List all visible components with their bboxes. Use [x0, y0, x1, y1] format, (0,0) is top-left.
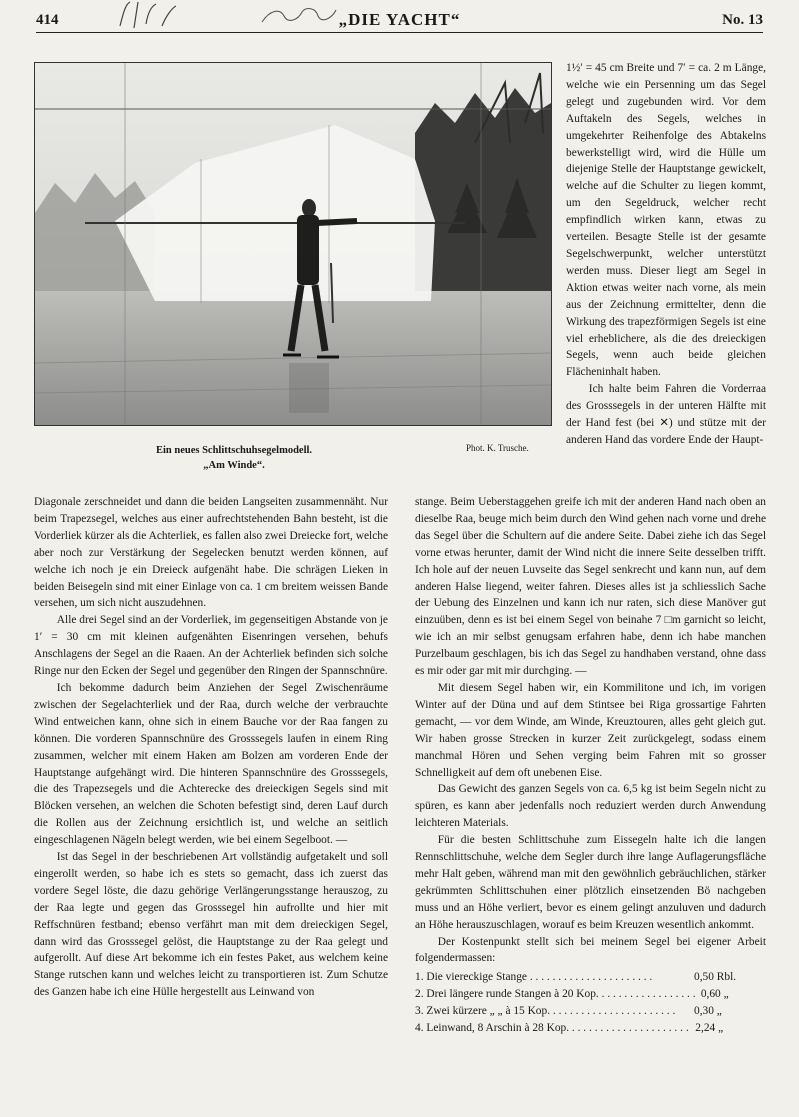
paragraph: stange. Beim Ueberstaggehen greife ich mit der anderen Hand nach oben an dieselbe Raa, beuge mich beim durch den Wind gehen nach vorne und drehe das Segel über die Schultern auf die andere Seite. Dabei ziehe ich das Segel vorne etwas herunter, damit der Wind nicht die innere Seite desselben trifft. Ich hole auf der neuen Luvseite das Segel senkrecht und kann nun, auf dem anderen Halse liegend, weiter fahren. Dieses alles ist ja schliesslich Sache der Uebung des Einzelnen und kann ich nur raten, sich diese Manöver gut einzuüben, denn es ist bei einem Segel von beinahe 7 □m garnicht so leicht, wie ich an mir selbst genugsam erfahren habe, denn ich habe manchen Purzelbaum geschlagen, bis ich das Segel zu handhaben verstand, ohne dass es mir oder gar mit mir durchging. — [415, 496, 766, 678]
journal-title: „DIE YACHT“ [338, 10, 461, 29]
caption-line-2: „Am Winde“. [203, 460, 265, 471]
page-number: 414 [36, 12, 59, 28]
ice-sailing-photo [35, 63, 551, 425]
cost-item: 1. Die viereckige Stange . . . [415, 969, 688, 986]
left-column [34, 494, 388, 1001]
cost-row [415, 969, 766, 986]
issue-number: No. 13 [722, 12, 763, 28]
cost-list [415, 969, 766, 1037]
cost-price: 2,24 „ [695, 1022, 724, 1035]
figure-caption [34, 443, 434, 473]
paragraph: 1½′ = 45 cm Breite und 7′ = ca. 2 m Länge, welche wie ein Persenning um das Segel gelegt und zugebunden wird. Vor dem Auftakeln des Segels, welches in umgekehrter Reihenfolge des Abtakelns bewerkstelligt wird, wird die Hülle um diejenige Stelle der Hauptstange gewickelt, welche auf die Schulter zu liegen kommt, um den Segeldruck, welcher recht empfindlich wirken kann, etwas zu verteilen. Besagte Stelle ist der gesamte Segelschwerpunkt, welcher unterstützt werden muss. Dieser liegt am Segel in Aktion etwas weiter nach vorne, als mein aus der Zeichnung ermittelter, denn die Wirkung des trapezförmigen Segels ist eine viel erheblichere, als die des dreieckigen Segels, wenn auch beide gleichen Flächeninhalt haben. [566, 62, 766, 379]
caption-line-1: Ein neues Schlittschuhsegelmodell. [155, 445, 313, 456]
right-column-bottom [415, 494, 766, 1037]
paragraph: Ich bekomme dadurch beim Anziehen der Segel Zwischenräume zwischen der Segelachterliek und der Raa, durch welche der verbrauchte Wind entweichen kann, ohne sich in einem Bauche vor der Raa fangen zu können. Die vorderen Spannschnüre des Grosssegels laufen in einem Ring zusammen, welcher mit einem Haken am Bolzen am vorderen Ende der Hauptstange aufgehängt wird. Die hinteren Spannschnüre des Grosssegels, die des Trapezsegels und die Achterecke des dreieckigen Segels sind mit Blöcken versehen, an welchen die Schoten befestigt sind, deren Lauf durch die Rollen aus der Zeichnung ersichtlich ist, und welche an seitlich eingeschlagenen Nägeln belegt werden, wie bei einem Segelboot. — [34, 681, 388, 847]
photo-credit: Phot. K. Trusche. [466, 443, 529, 453]
cost-item: 3. Zwei kürzere „ „ à 15 Kop. . . . [415, 1003, 688, 1020]
cost-price: 0,30 „ [694, 1005, 722, 1018]
paragraph: Der Kostenpunkt stellt sich bei meinem Segel bei eigener Arbeit folgendermassen: [415, 935, 766, 965]
paragraph: Diagonale zerschneidet und dann die beiden Langseiten zusammennäht. Nur beim Trapezsegel, welches aus einer aufrechtstehenden Bahn besteht, ist die Vorderliek kürzer als die Achterliek, es fallen also zwei Dreiecke fort, welche aber noch zur Verstärkung der Segelecken benutzt werden können, auf welche ich noch je ein Dreieck aufgenäht habe. Die schrägen Lieken in beiden Beisegeln sind mit einer Einlage von ca. 1 cm breitem weissen Bande versehen, um sich nicht auszudehnen. [34, 496, 388, 610]
paragraph: Ich halte beim Fahren die Vorderraa des Grosssegels in der unteren Hälfte mit der Hand fest (bei ✕) und stütze mit der anderen Hand das vordere Ende der Haupt- [566, 383, 766, 446]
cost-price: 0,60 „ [700, 988, 729, 1001]
cost-item: 2. Drei längere runde Stangen à 20 Kop. . . . [415, 986, 695, 1003]
paragraph: Ist das Segel in der beschriebenen Art vollständig aufgetakelt und soll eingerollt werden, so habe ich es stets so gemacht, dass ich zuerst das vordere Segel löste, die dazu gehörige Verlängerungsstange herauszog, zu der Raa legte und gegen das Grosssegel hin aufrollte und hier mit Reffschnüren festband; ebenso verfährt man mit dem dreieckigen Segel, dann wird das Grosssegel gelöst, die Hauptstange zu der Raa gelegt und aufgerollt. Auf diese Art bekomme ich ein festes Paket, aus welchem keine Stange rutschen kann und welches leicht zu transportieren ist. Zum Schutze des Ganzen habe ich eine Hülle hergestellt aus Leinwand von [34, 851, 388, 999]
cost-row [415, 1020, 766, 1037]
paragraph: Das Gewicht des ganzen Segels von ca. 6,5 kg ist beim Segeln nicht zu spüren, es kann aber jedenfalls noch reduziert werden durch Anwendung leichteren Materials. [415, 783, 766, 830]
cost-item: 4. Leinwand, 8 Arschin à 28 Kop. . . . [415, 1020, 689, 1037]
paragraph: Für die besten Schlittschuhe zum Eissegeln halte ich die langen Rennschlittschuhe, welche dem Segler durch ihre lange Auflagerungsfläche mehr Halt geben, während man mit den gewöhnlich gebräuchlichen, stärker gekrümmten Schlittschuhen einer plötzlich einsetzenden Bö nachgeben muss und an Höhe verliert, bevor es einem gelingt anzuluven und dadurch an Höhe herauszuschlagen, worauf es beim Kreuzen wesentlich ankommt. [415, 834, 766, 931]
cost-row [415, 986, 766, 1003]
cost-price: 0,50 Rbl. [694, 971, 737, 984]
handwritten-annotation [112, 0, 342, 30]
cost-row [415, 1003, 766, 1020]
figure-photograph [34, 62, 552, 426]
paragraph: Mit diesem Segel haben wir, ein Kommilitone und ich, im vorigen Winter auf der Düna und auf dem Stintsee bei Riga grossartige Fahrten gemacht, — vor dem Winde, am Winde, Kreuztouren, alles geht gleich gut. Wir haben grosse Strecken in kurzer Zeit zurückgelegt, sodass einem manchmal Hören und Sehen verging beim Fahren mit so grosser Schnelligkeit auf dem oft unebenen Eise. [415, 681, 766, 779]
right-column-top [566, 60, 766, 449]
paragraph: Alle drei Segel sind an der Vorderliek, im gegenseitigen Abstande von je 1′ = 30 cm mit kleinen aufgenähten Eisenringen versehen, behufs Anschlagens der Segel an die Raaen. An der Achterliek befinden sich solche Ringe nur den Ecken der Segel und gegenüber den Ringen der Spannschnüre. [34, 614, 388, 678]
